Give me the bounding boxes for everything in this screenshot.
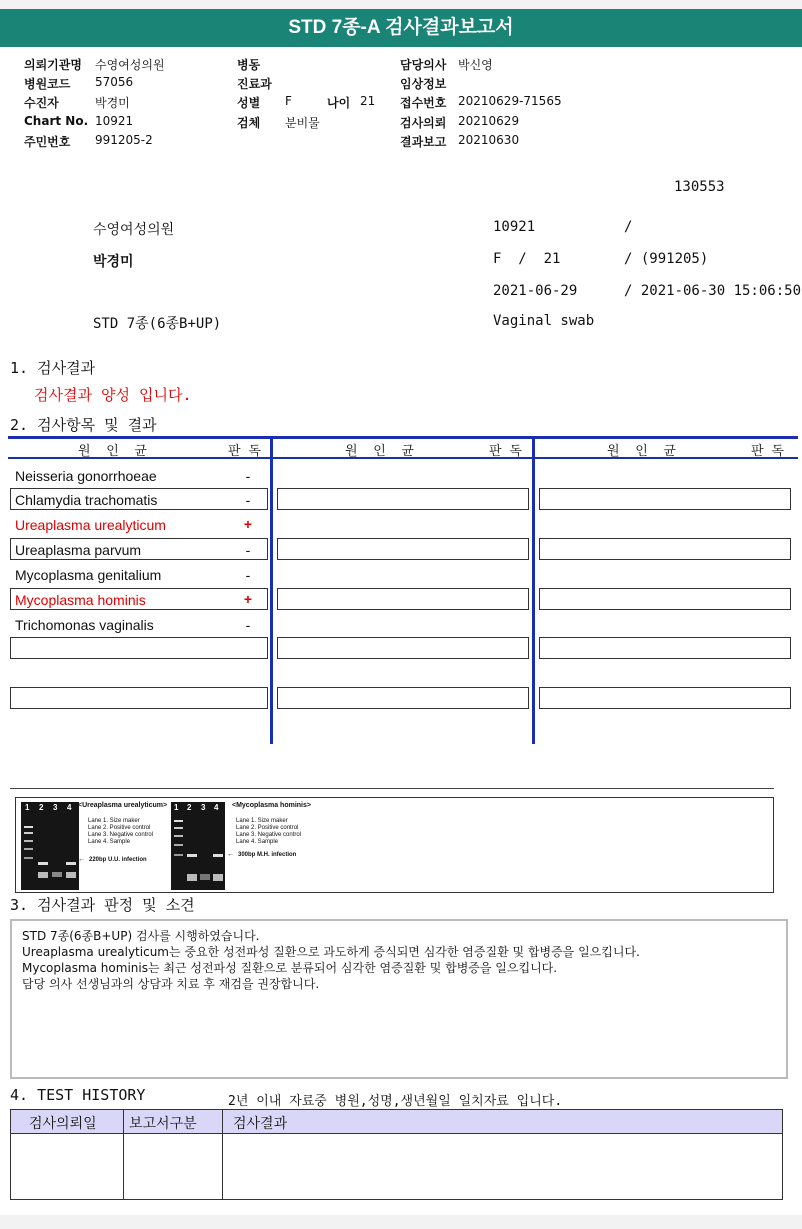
resident-value: 991205-2 <box>95 133 153 147</box>
col-judgement-3: 판 독 <box>751 444 784 459</box>
gel-band <box>38 872 48 878</box>
report-title: STD 7종-A 검사결과보고서 <box>0 9 802 47</box>
gel-band <box>174 835 183 837</box>
cell-box <box>277 488 529 510</box>
gel-band <box>52 872 62 877</box>
history-table <box>10 1109 783 1200</box>
doctor-value: 박신영 <box>458 58 493 72</box>
lane-number: 4 <box>67 803 72 812</box>
gel-band <box>213 854 223 857</box>
col-judgement-2: 판 독 <box>489 444 522 459</box>
col-pathogen-3: 원 인 균 <box>607 444 676 459</box>
gel-band <box>174 820 183 822</box>
pathogen-name: Chlamydia trachomatis <box>15 492 158 508</box>
lane-desc: Lane 2. Positive control <box>236 825 299 831</box>
pathogen-result-positive: + <box>243 516 253 532</box>
history-col-divider <box>222 1110 223 1199</box>
body-specimen: Vaginal swab <box>493 313 595 329</box>
cell-box <box>277 538 529 560</box>
pathogen-name: Neisseria gonorrhoeae <box>15 468 157 484</box>
cell-box <box>539 637 791 659</box>
body-birth: / (991205) <box>624 251 709 267</box>
ward-label: 병동 <box>237 58 261 72</box>
sex-value: F <box>285 94 292 108</box>
report-label: 결과보고 <box>400 135 447 149</box>
finding-line: Mycoplasma hominis는 최근 성전파성 질환으로 분류되어 심각한 염증질환 및 합병증을 일으킵니다. <box>22 961 558 975</box>
hospital-code-label: 병원코드 <box>24 77 71 91</box>
body-chart: 10921 <box>493 219 536 235</box>
pathogen-result-positive: + <box>243 591 253 607</box>
lane-desc: Lane 1. Size maker <box>88 818 140 824</box>
section4-heading: 4. TEST HISTORY <box>10 1086 146 1104</box>
gel-band <box>174 854 183 856</box>
patient-value: 박경미 <box>95 96 130 110</box>
section2-heading: 2. 검사항목 및 결과 <box>10 416 157 434</box>
gel-band <box>174 827 183 829</box>
report-body <box>0 165 802 1215</box>
gel-band <box>24 826 33 828</box>
lane-number: 1 <box>25 803 30 812</box>
body-patient: 박경미 <box>93 254 134 270</box>
table-top-rule <box>8 436 798 439</box>
pathogen-result: - <box>245 617 251 633</box>
lane-number: 2 <box>187 803 192 812</box>
section3-heading: 3. 검사결과 판정 및 소견 <box>10 896 195 914</box>
history-note: 2년 이내 자료중 병원,성명,생년월일 일치자료 입니다. <box>228 1094 563 1109</box>
doctor-label: 담당의사 <box>400 58 447 72</box>
chart-value: 10921 <box>95 114 134 128</box>
cell-box <box>10 637 268 659</box>
history-col-type: 보고서구분 <box>129 1116 197 1132</box>
gel-figure <box>15 797 774 893</box>
col-pathogen-2: 원 인 균 <box>345 444 414 459</box>
report-value: 20210630 <box>458 133 520 147</box>
receipt-label: 접수번호 <box>400 96 447 110</box>
table-divider-2 <box>532 436 535 744</box>
cell-box <box>539 687 791 709</box>
gel-left-arrow-label: 220bp U.U. infection <box>89 857 147 863</box>
pathogen-result: - <box>245 542 251 558</box>
col-pathogen-1: 원 인 균 <box>78 444 147 459</box>
body-institution: 수영여성의원 <box>93 222 175 238</box>
gel-band <box>24 848 33 850</box>
gel-left-title: <Ureaplasma urealyticum> <box>78 802 168 809</box>
gel-band <box>24 840 33 842</box>
lane-number: 3 <box>53 803 58 812</box>
body-receipt-date: 2021-06-29 <box>493 283 578 299</box>
body-sex-age: F / 21 <box>493 251 561 267</box>
pathogen-name-positive: Mycoplasma hominis <box>15 592 146 608</box>
history-header-row <box>11 1110 782 1134</box>
history-col-date: 검사의뢰일 <box>29 1116 97 1132</box>
col-judgement-1: 판 독 <box>228 444 261 459</box>
specimen-value: 분비물 <box>285 116 320 130</box>
lane-desc: Lane 2. Positive control <box>88 825 151 831</box>
gel-band <box>24 857 33 859</box>
history-col-result: 검사결과 <box>233 1116 288 1132</box>
gel-band <box>174 844 183 846</box>
gel-band <box>213 874 223 881</box>
patient-label: 수진자 <box>24 96 59 110</box>
findings-box <box>10 919 788 1079</box>
pathogen-result: - <box>245 492 251 508</box>
gel-band <box>187 874 197 881</box>
gel-image-right <box>171 802 225 890</box>
request-label: 검사의뢰 <box>400 116 447 130</box>
age-label: 나이 <box>327 96 351 110</box>
institution-label: 의뢰기관명 <box>24 58 82 72</box>
institution-value: 수영여성의원 <box>95 58 165 72</box>
body-slash: / <box>624 219 633 235</box>
finding-line: STD 7종(6종B+UP) 검사를 시행하였습니다. <box>22 929 260 943</box>
gel-right-title: <Mycoplasma hominis> <box>232 802 311 809</box>
finding-line: 담당 의사 선생님과의 상담과 치료 후 재검을 권장합니다. <box>22 977 320 991</box>
result-summary: 검사결과 양성 입니다. <box>34 386 192 404</box>
table-divider-1 <box>270 436 273 744</box>
body-report-datetime: / 2021-06-30 15:06:50 <box>624 283 802 299</box>
patient-header <box>0 47 802 166</box>
lane-desc: Lane 1. Size maker <box>236 818 288 824</box>
gel-right-arrow-label: 300bp M.H. infection <box>238 852 297 858</box>
section1-heading: 1. 검사결과 <box>10 359 96 377</box>
gel-band <box>66 872 76 878</box>
hospital-code-value: 57056 <box>95 75 134 89</box>
arrow-left-icon: ← <box>78 856 85 863</box>
pathogen-name: Trichomonas vaginalis <box>15 617 154 633</box>
body-test-name: STD 7종(6종B+UP) <box>93 316 222 332</box>
gel-image-left <box>21 802 79 890</box>
lane-number: 4 <box>214 803 219 812</box>
age-value: 21 <box>360 94 376 108</box>
cell-box <box>277 637 529 659</box>
receipt-value: 20210629-71565 <box>458 94 562 108</box>
cell-box <box>539 538 791 560</box>
pathogen-result: - <box>245 567 251 583</box>
cell-box <box>277 588 529 610</box>
finding-line: Ureaplasma urealyticum는 중요한 성전파성 질환으로 과도하게 증식되면 심각한 염증질환 및 합병증을 일으킵니다. <box>22 945 640 959</box>
cell-box <box>539 488 791 510</box>
lane-number: 1 <box>174 803 179 812</box>
pathogen-name: Ureaplasma parvum <box>15 542 142 558</box>
pathogen-name: Mycoplasma genitalium <box>15 567 162 583</box>
arrow-left-icon: ← <box>227 851 234 858</box>
lane-number: 3 <box>201 803 206 812</box>
lane-desc: Lane 3. Negative control <box>88 832 154 838</box>
gel-top-rule <box>10 788 774 789</box>
pathogen-name-positive: Ureaplasma urealyticum <box>15 517 166 533</box>
sex-label: 성별 <box>237 96 261 110</box>
cell-box <box>277 687 529 709</box>
lane-desc: Lane 4. Sample <box>88 839 131 845</box>
lane-number: 2 <box>39 803 44 812</box>
gel-band <box>24 832 33 834</box>
lane-desc: Lane 3. Negative control <box>236 832 302 838</box>
request-value: 20210629 <box>458 114 520 128</box>
pathogen-result: - <box>245 468 251 484</box>
doc-number: 130553 <box>674 179 725 195</box>
specimen-label: 검체 <box>237 116 261 130</box>
gel-band <box>187 854 197 857</box>
gel-band <box>66 862 76 865</box>
gel-band <box>38 862 48 865</box>
dept-label: 진료과 <box>237 77 272 91</box>
cell-box <box>539 588 791 610</box>
chart-label: Chart No. <box>24 114 89 128</box>
history-col-divider <box>123 1110 124 1199</box>
resident-label: 주민번호 <box>24 135 71 149</box>
gel-band <box>200 874 210 880</box>
cell-box <box>10 687 268 709</box>
lane-desc: Lane 4. Sample <box>236 839 279 845</box>
clinical-label: 임상정보 <box>400 77 447 91</box>
